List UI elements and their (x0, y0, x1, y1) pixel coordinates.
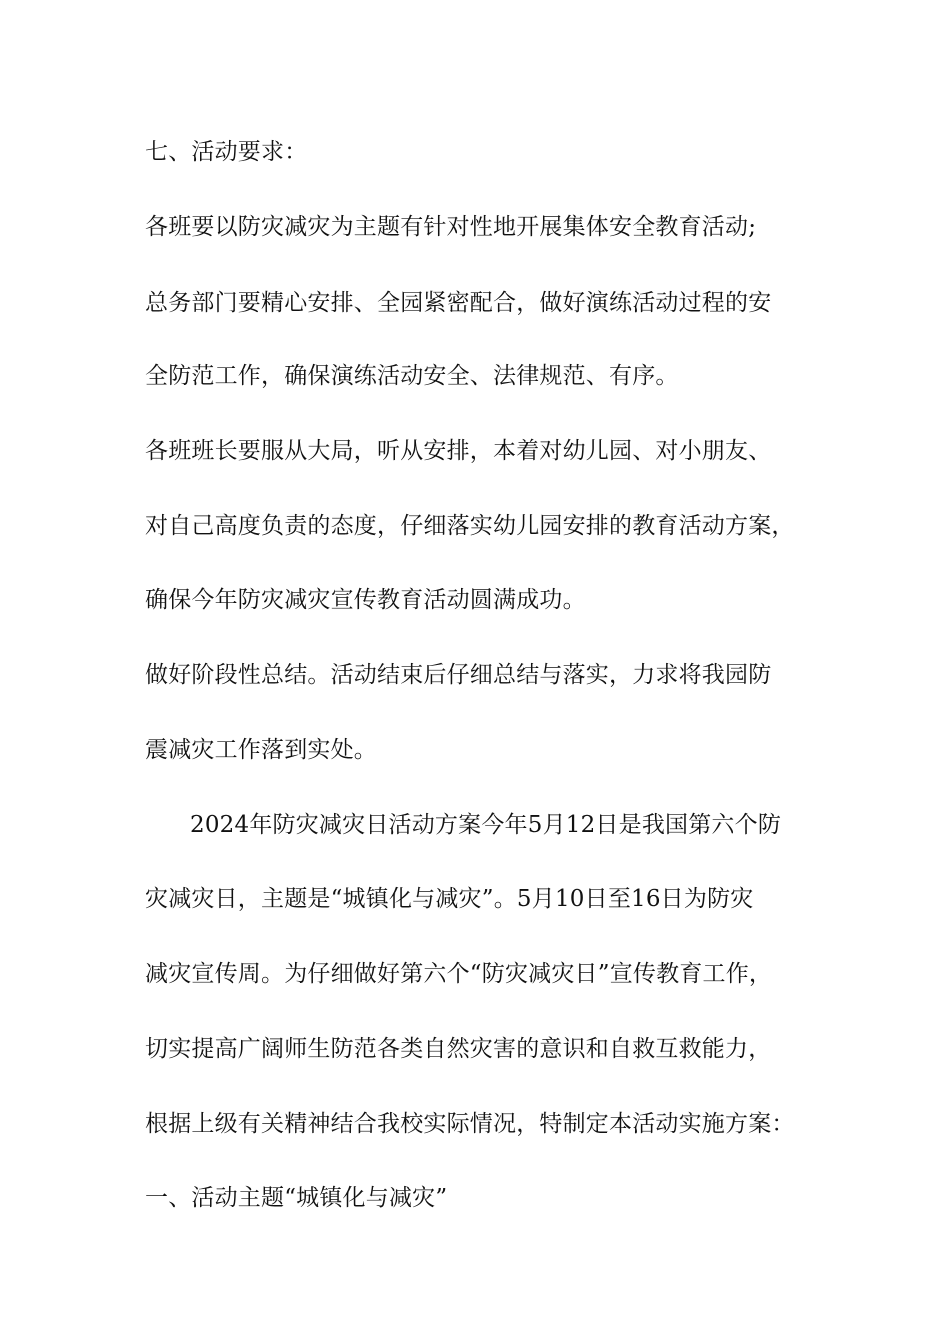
text-line: 灾减灾日，主题是“城镇化与减灾”。5月10日至16日为防灾 (145, 886, 754, 912)
text-line: 做好阶段性总结。活动结束后仔细总结与落实，力求将我园防 (145, 662, 772, 688)
text-line: 根据上级有关精神结合我校实际情况，特制定本活动实施方案： (145, 1111, 795, 1137)
section-heading-activity-requirements: 七、活动要求： (145, 139, 308, 165)
section-heading-activity-theme: 一、活动主题“城镇化与减灾” (145, 1185, 448, 1211)
text-line: 总务部门要精心安排、全园紧密配合，做好演练活动过程的安 (145, 290, 772, 316)
text-line: 各班要以防灾减灾为主题有针对性地开展集体安全教育活动; (145, 214, 757, 240)
text-line: 震减灾工作落到实处。 (145, 737, 377, 763)
text-line: 减灾宣传周。为仔细做好第六个“防灾减灾日”宣传教育工作， (145, 961, 773, 987)
text-line: 对自己高度负责的态度，仔细落实幼儿园安排的教育活动方案， (145, 513, 795, 539)
text-line: 全防范工作，确保演练活动安全、法律规范、有序。 (145, 363, 679, 389)
text-line: 各班班长要服从大局，听从安排，本着对幼儿园、对小朋友、 (145, 438, 772, 464)
text-line: 切实提高广阔师生防范各类自然灾害的意识和自救互救能力， (145, 1036, 772, 1062)
text-line: 确保今年防灾减灾宣传教育活动圆满成功。 (145, 587, 586, 613)
text-line-indented: 2024年防灾减灾日活动方案今年5月12日是我国第六个防 (190, 812, 782, 838)
